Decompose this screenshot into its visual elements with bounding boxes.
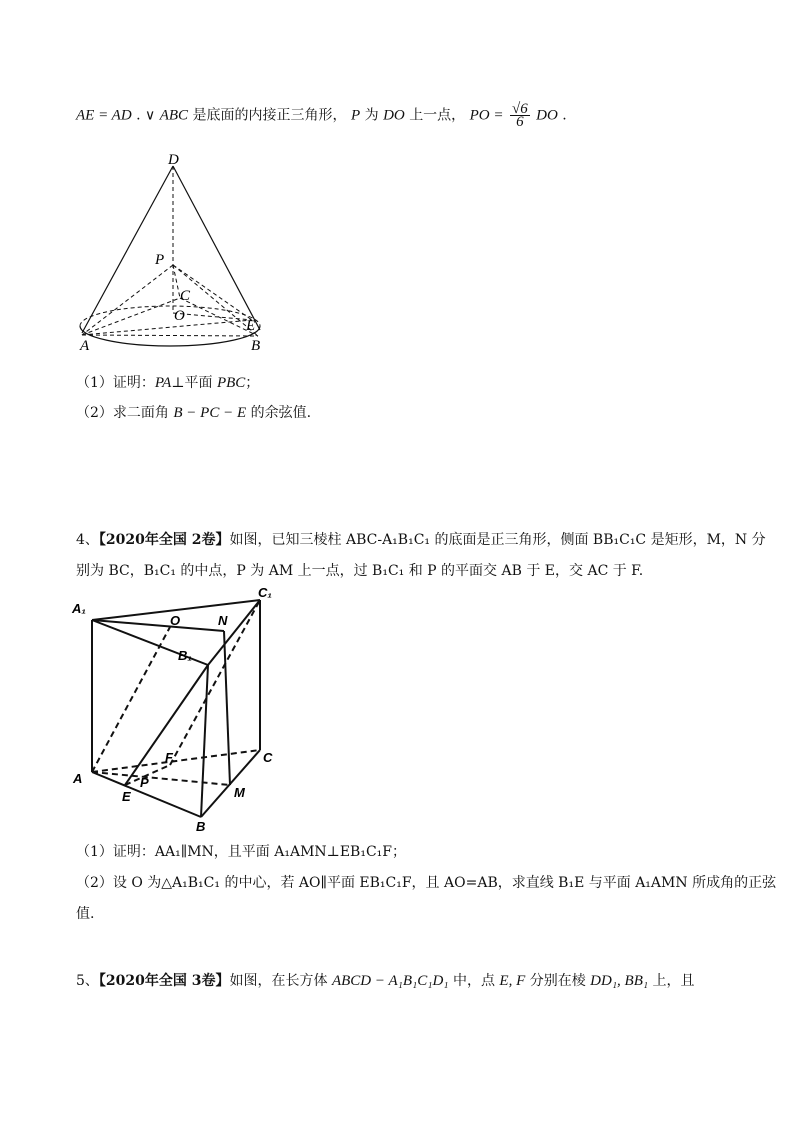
base-ellipse-back bbox=[80, 306, 260, 326]
edge-db bbox=[173, 166, 260, 330]
seg-ae bbox=[82, 320, 252, 335]
label-e: E bbox=[122, 789, 131, 804]
edge-b1-c1 bbox=[208, 600, 260, 665]
q4-2-text-cont: 值. bbox=[76, 906, 95, 922]
math-do: DO bbox=[383, 107, 405, 124]
math-po-eq: PO = bbox=[469, 107, 504, 124]
fraction-denominator: 6 bbox=[516, 114, 524, 130]
seg-ac bbox=[82, 298, 180, 335]
label-b1: B₁ bbox=[178, 648, 192, 663]
label-a: A bbox=[80, 338, 90, 354]
cone-figure bbox=[70, 148, 270, 358]
problem-4-text-2: 别为 BC，B₁C₁ 的中点，P 为 AM 上一点，过 B₁C₁ 和 P 的平面交 AB 于 E，交 AC 于 F. bbox=[76, 563, 644, 579]
q1-end: ； bbox=[245, 375, 260, 391]
text-point-on: 上一点， bbox=[409, 107, 466, 124]
math-cuboid: ABCD − A₁B₁C₁D₁ bbox=[331, 973, 449, 989]
math-b-pc-e: B − PC − E bbox=[173, 405, 247, 421]
seg-ab bbox=[82, 335, 258, 336]
problem-4-number: 4、 bbox=[76, 532, 99, 548]
fraction-numerator: √6 bbox=[511, 101, 528, 117]
problem-5-line-1 bbox=[76, 970, 695, 990]
problem-5-text-2: 中，点 bbox=[452, 973, 495, 989]
seg-n-m bbox=[224, 631, 230, 785]
label-p: P bbox=[155, 252, 165, 268]
seg-a1-n bbox=[92, 620, 224, 631]
math-pbc: PBC bbox=[216, 375, 246, 391]
problem-5-text-1: 如图，在长方体 bbox=[229, 973, 328, 989]
question-2 bbox=[76, 402, 311, 422]
label-c1: C₁ bbox=[258, 585, 272, 600]
q2-prefix: （2）求二面角 bbox=[76, 405, 169, 421]
label-e: E bbox=[246, 318, 256, 334]
problem-4-line-2 bbox=[76, 560, 643, 580]
question-1 bbox=[76, 372, 259, 392]
math-do-2: DO bbox=[536, 107, 558, 124]
problem-4-question-2 bbox=[76, 872, 776, 892]
seg-am bbox=[92, 772, 230, 785]
seg-a-o bbox=[92, 627, 170, 772]
problem-4-line-1 bbox=[76, 529, 766, 549]
label-o: O bbox=[174, 308, 185, 324]
q2-end: 的余弦值. bbox=[250, 405, 312, 421]
text-separator: . ∨ bbox=[136, 107, 156, 124]
math-dd1-bb1: DD₁, BB₁ bbox=[590, 973, 649, 989]
label-n: N bbox=[218, 613, 228, 628]
problem-5-text-4: 上，且 bbox=[652, 973, 695, 989]
math-abc: ABC bbox=[159, 107, 189, 124]
seg-pa bbox=[82, 265, 173, 335]
problem-4-question-2-cont bbox=[76, 903, 94, 923]
prism-figure bbox=[70, 585, 290, 835]
problem-5-text-3: 分别在棱 bbox=[529, 973, 586, 989]
label-f: F bbox=[165, 750, 173, 765]
label-o: O bbox=[170, 613, 181, 628]
label-b: B bbox=[196, 819, 206, 834]
label-c: C bbox=[263, 750, 273, 765]
q4-1-text: （1）证明：AA₁∥MN，且平面 A₁AMN⊥EB₁C₁F； bbox=[76, 844, 406, 860]
label-c: C bbox=[180, 288, 191, 304]
label-m: M bbox=[234, 785, 245, 800]
base-ellipse-front bbox=[80, 326, 260, 346]
math-ef: E, F bbox=[499, 973, 526, 989]
fraction-sqrt6-over-6 bbox=[510, 103, 530, 128]
q4-2-text: （2）设 O 为△A₁B₁C₁ 的中心，若 AO∥平面 EB₁C₁F，且 AO=AB，求直线 B₁E 与平面 A₁AMN 所成角的正弦 bbox=[76, 875, 777, 891]
seg-f-c1 bbox=[170, 600, 260, 765]
label-a: A bbox=[73, 771, 83, 786]
math-pa: PA bbox=[154, 375, 172, 391]
problem-4-source: 【2020年全国 2卷】 bbox=[98, 532, 230, 548]
edge-bc bbox=[201, 750, 260, 817]
problem-5-source: 【2020年全国 3卷】 bbox=[98, 973, 230, 989]
problem-3-conditions bbox=[76, 103, 567, 128]
label-b: B bbox=[251, 338, 261, 354]
q1-perp: ⊥平面 bbox=[171, 375, 213, 391]
math-ae-ad: AE = AD bbox=[76, 107, 132, 124]
q1-prefix: （1）证明： bbox=[76, 375, 155, 391]
label-a1: A₁ bbox=[72, 601, 86, 616]
label-d: D bbox=[168, 152, 179, 168]
problem-4-text-1: 如图，已知三棱柱 ABC-A₁B₁C₁ 的底面是正三角形，侧面 BB₁C₁C 是矩形，M，N 分 bbox=[229, 532, 766, 548]
label-p: P bbox=[140, 775, 149, 790]
edge-b-b1 bbox=[201, 665, 208, 817]
text-inscribed: 是底面的内接正三角形， bbox=[192, 107, 347, 124]
text-period: . bbox=[562, 107, 567, 124]
math-p: P bbox=[350, 107, 361, 124]
text-wei: 为 bbox=[364, 107, 379, 124]
problem-4-question-1 bbox=[76, 841, 406, 861]
problem-5-number: 5、 bbox=[76, 973, 99, 989]
